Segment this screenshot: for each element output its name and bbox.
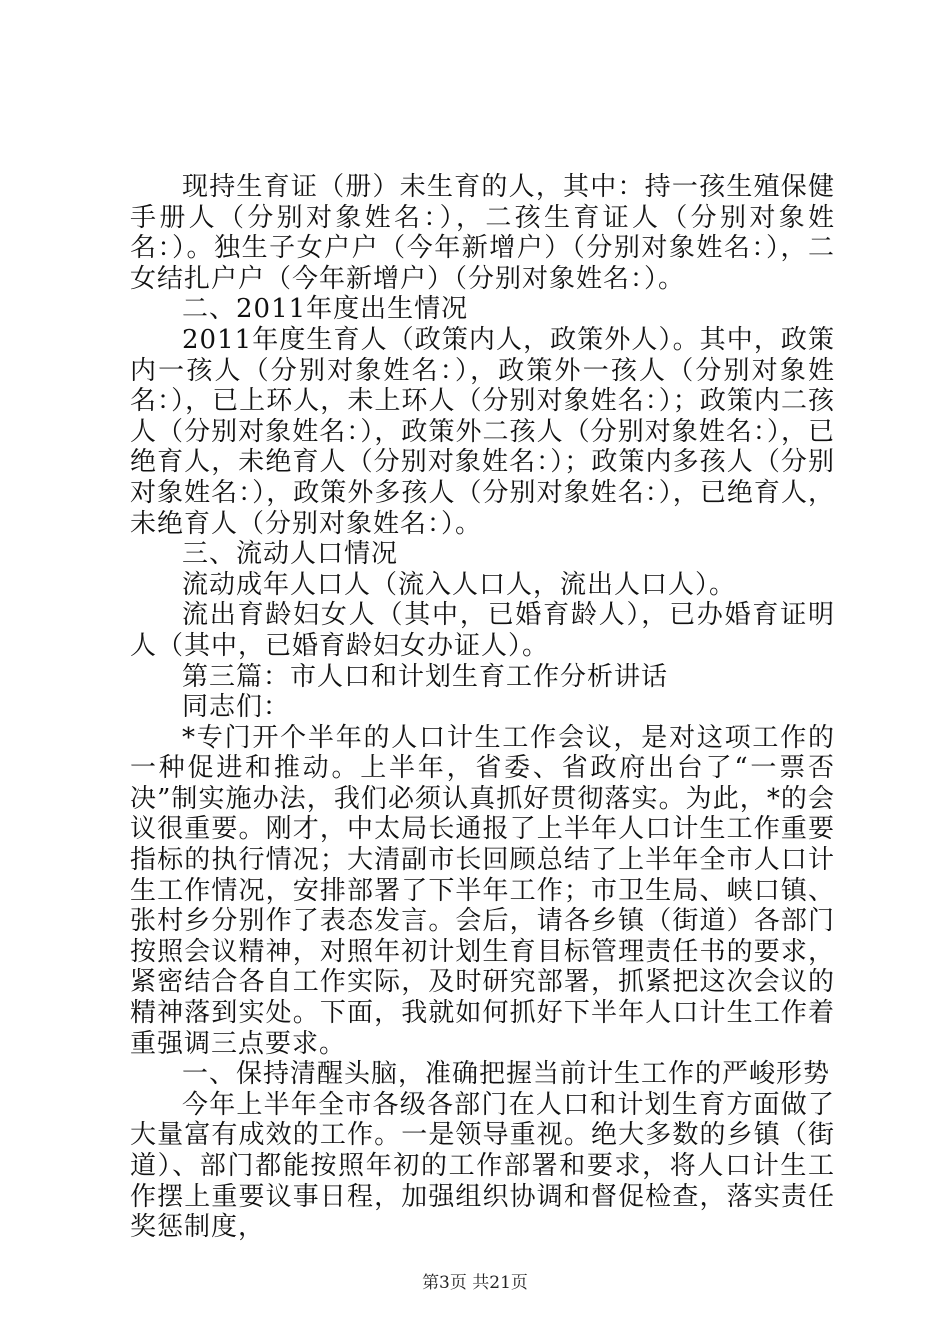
paragraph-certificate-holders: 现持生育证（册）未生育的人，其中：持一孩生殖保健手册人（分别对象姓名：），二孩生育证人（分别对象姓名：）。独生子女户户（今年新增户）（分别对象姓名：），二女结扎户户（今年新增户）（分别对象姓名：）。 (130, 172, 835, 294)
paragraph-meeting-intro: *专门开个半年的人口计生工作会议，是对这项工作的一种促进和推动。上半年，省委、省政府出台了“一票否决”制实施办法，我们必须认真抓好贯彻落实。为此，*的会议很重要。刚才，中太局长通报了上半年人口计生工作重要指标的执行情况；大清副市长回顾总结了上半年全市人口计生工作情况，安排部署了下半年工作；市卫生局、峡口镇、张村乡分别作了表态发言。会后，请各乡镇（街道）各部门按照会议精神，对照年初计划生育目标管理责任书的要求，紧密结合各自工作实际，及时研究部署，抓紧把这次会议的精神落到实处。下面，我就如何抓好下半年人口计生工作着重强调三点要求。 (130, 722, 835, 1059)
document-body (130, 172, 835, 1243)
paragraph-first-half-review: 今年上半年全市各级各部门在人口和计划生育方面做了大量富有成效的工作。一是领导重视。绝大多数的乡镇（街道）、部门都能按照年初的工作部署和要求，将人口计生工作摆上重要议事日程，加强组织协调和督促检查，落实责任奖惩制度， (130, 1089, 835, 1243)
paragraph-birth-details: 2011年度生育人（政策内人，政策外人）。其中，政策内一孩人（分别对象姓名：），政策外一孩人（分别对象姓名：），已上环人，未上环人（分别对象姓名：）；政策内二孩人（分别对象姓名：），政策外二孩人（分别对象姓名：），已绝育人，未绝育人（分别对象姓名：）；政策内多孩人（分别对象姓名：），政策外多孩人（分别对象姓名：），已绝育人，未绝育人（分别对象姓名：）。 (130, 324, 835, 539)
salutation: 同志们： (182, 692, 291, 723)
heading-floating-population: 三、流动人口情况 (182, 539, 399, 570)
heading-birth-situation: 二、2011年度出生情况 (182, 294, 469, 325)
paragraph-outflow-women: 流出育龄妇女人（其中，已婚育龄人），已办婚育证明人（其中，已婚育龄妇女办证人）。 (130, 600, 835, 661)
heading-section-one: 一、保持清醒头脑，准确把握当前计生工作的严峻形势 (182, 1059, 831, 1090)
heading-part-three: 第三篇：市人口和计划生育工作分析讲话 (182, 661, 669, 692)
page-footer: 第3页 共21页 (422, 1273, 528, 1293)
paragraph-floating-adults: 流动成年人口人（流入人口人，流出人口人）。 (182, 569, 737, 600)
